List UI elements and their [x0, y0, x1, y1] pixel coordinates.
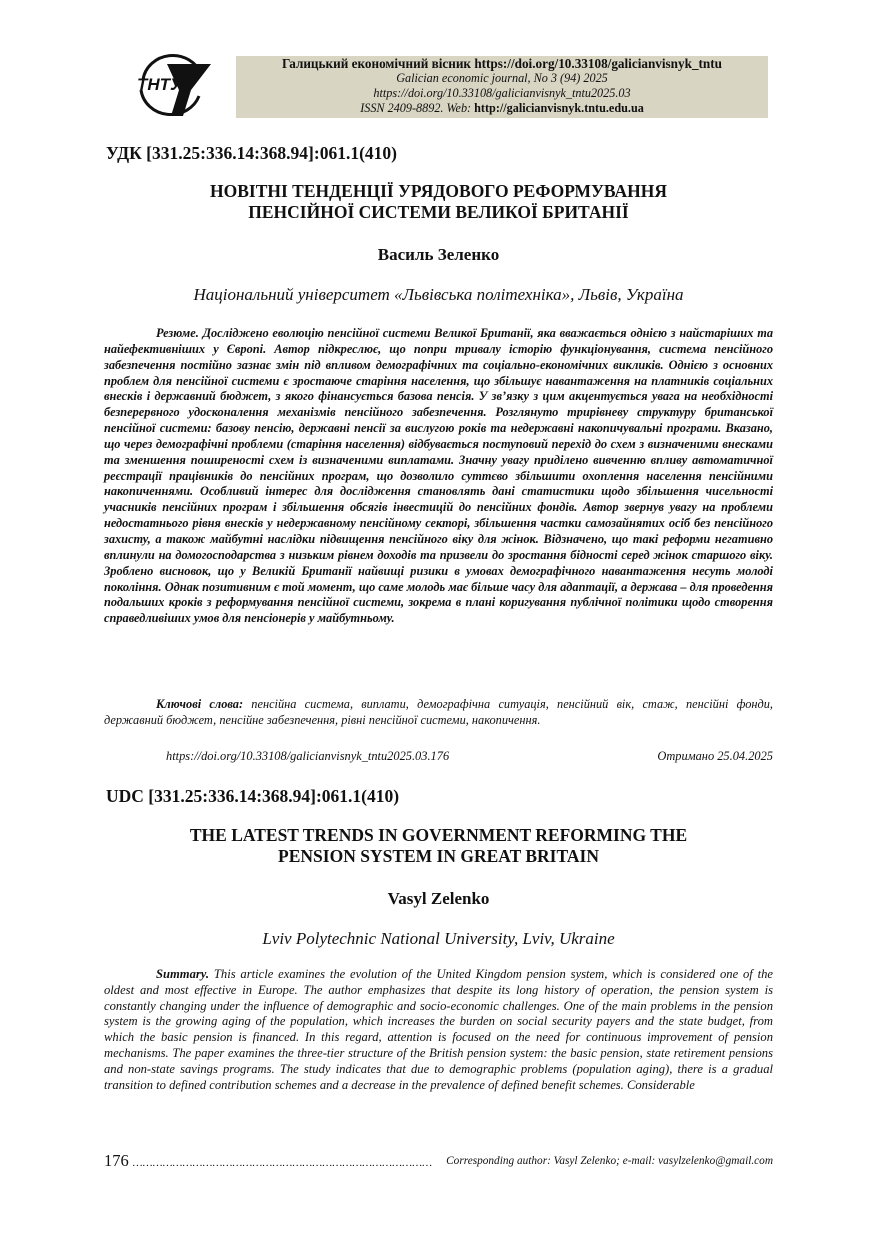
page-footer [104, 1151, 773, 1171]
corresponding-author: Corresponding author: Vasyl Zelenko; e-mail: vasylzelenko@gmail.com [446, 1155, 773, 1167]
abstract-ua-text: Досліджено еволюцію пенсійної системи Великої Британії, яка вважається однією з найстаріших та найефективніших у Європі. Автор підкреслює, що попри тривалу історію функціонування, система пенсійного забезпечення постійно зазнає змін під впливом демографічних та соціально-економічних викликів. Однією з основних проблем для пенсійної системи є зростаюче старіння населення, що збільшує навантаження на платників соціальних внесків і державний бюджет, з якого фінансується базова пенсія. У зв’язку з цим акцентується увага на необхідності безперервного удосконалення механізмів пенсійного забезпечення. Розглянуто трирівневу структуру британської пенсійної системи: базову пенсію, державні пенсії за вислугою років та недержавні накопичувальні програми. Вказано, що через демографічні проблеми (старіння населення) відбувається поступовий перехід до схем з визначеними внесками та зменшення поширеності схем із визначеними виплатами. Значну увагу приділено вивченню впливу автоматичної реєстрації працівників до пенсійних програм, що дозволило суттєво збільшити охоплення населення пенсійними накопиченнями. Особливий інтерес для дослідження становлять дані статистики щодо збільшення чисельності учасників пенсійних програм і збільшення обсягів інвестицій до пенсійних фондів. Автор звернув увагу на проблеми недостатнього рівня внесків у недержавному пенсійному секторі, збільшення частки самозайнятих осіб без пенсійного захисту, а також майбутні наслідки підвищення пенсійного віку для жінок. Відзначено, що такі реформи негативно вплинули на домогосподарства з низьким рівнем доходів та призвели до зростання бідності серед жінок старшого віку. Зроблено висновок, що у Великій Британії найвищі ризики в умовах демографічного навантаження несуть молоді покоління. Однак позитивним є той момент, що саме молодь має більше часу для адаптації, а держава – для проведення подальших кроків з реформування пенсійної системи, зокрема в плані коригування публічної політики щодо створення справедливіших умов для пенсіонерів у майбутньому. [104, 326, 773, 626]
journal-issue-line: Galician economic journal, No 3 (94) 2025 [396, 71, 608, 85]
author-ua: Василь Зеленко [377, 245, 500, 264]
footer-dots: ……………………………………………………………………………… [132, 1157, 433, 1169]
logo-text: ТНТУ [137, 75, 182, 94]
journal-issn-line [236, 101, 768, 116]
received-date: Отримано 25.04.2025 [657, 749, 773, 763]
journal-title-line: Галицький економічний вісник https://doi.org/10.33108/galicianvisnyk_tntu [282, 56, 722, 71]
abstract-ua-lead: Резюме. [156, 326, 199, 340]
title-ua-line2: ПЕНСІЙНОЇ СИСТЕМИ ВЕЛИКОЇ БРИТАНІЇ [248, 202, 629, 222]
affiliation-en: Lviv Polytechnic National University, Lviv, Ukraine [262, 929, 615, 948]
keywords-ua-text: пенсійна система, виплати, демографічна ситуація, пенсійний вік, стаж, пенсійні фонди, державний бюджет, пенсійне забезпечення, рівні пенсійної системи, накопичення. [104, 697, 773, 727]
abstract-ua [104, 326, 773, 627]
summary-en-text: This article examines the evolution of the United Kingdom pension system, which is considered one of the oldest and most effective in Europe. The author emphasizes that despite its long history of operation, the pension system is constantly changing under the influence of demographic and socio-economic challenges. One of the main problems in the pension system is the growing aging of the population, which increases the burden on social security payers and the state budget, from which the basic pension is financed. In this regard, attention is focused on the need for continuous improvement of pension mechanisms. The paper examines the three-tier structure of the British pension system: the basic pension, state retirement pensions and non-state savings programs. The study indicates that due to demographic problems (population aging), there is a gradual transition to defined contribution schemes and a decrease in the prevalence of defined benefit schemes. Considerable [104, 967, 773, 1092]
affiliation-ua: Національний університет «Львівська політехніка», Львів, Україна [193, 285, 684, 304]
title-ua-line1: НОВІТНІ ТЕНДЕНЦІЇ УРЯДОВОГО РЕФОРМУВАННЯ [210, 181, 667, 201]
title-ua [104, 181, 773, 223]
page-number: 176 [104, 1151, 129, 1170]
keywords-ua-lead: Ключові слова: [156, 697, 244, 711]
keywords-ua [104, 697, 773, 729]
journal-web-link[interactable]: http://galicianvisnyk.tntu.edu.ua [474, 101, 644, 115]
title-en [104, 825, 773, 867]
journal-doi-line: https://doi.org/10.33108/galicianvisnyk_tntu2025.03 [373, 86, 631, 100]
tntu-logo [133, 50, 211, 120]
author-en: Vasyl Zelenko [387, 889, 490, 908]
title-en-line1: THE LATEST TRENDS IN GOVERNMENT REFORMING THE [189, 825, 688, 845]
udc-en: UDC [331.25:336.14:368.94]:061.1(410) [106, 786, 400, 806]
article-doi[interactable]: https://doi.org/10.33108/galicianvisnyk_tntu2025.03.176 [166, 749, 450, 763]
issn-text: ISSN 2409-8892. Web: [360, 101, 472, 115]
title-en-line2: PENSION SYSTEM IN GREAT BRITAIN [278, 846, 599, 866]
journal-header [236, 56, 768, 118]
udc-ua: УДК [331.25:336.14:368.94]:061.1(410) [106, 143, 397, 163]
summary-en-lead: Summary. [156, 967, 210, 981]
summary-en [104, 967, 773, 1093]
